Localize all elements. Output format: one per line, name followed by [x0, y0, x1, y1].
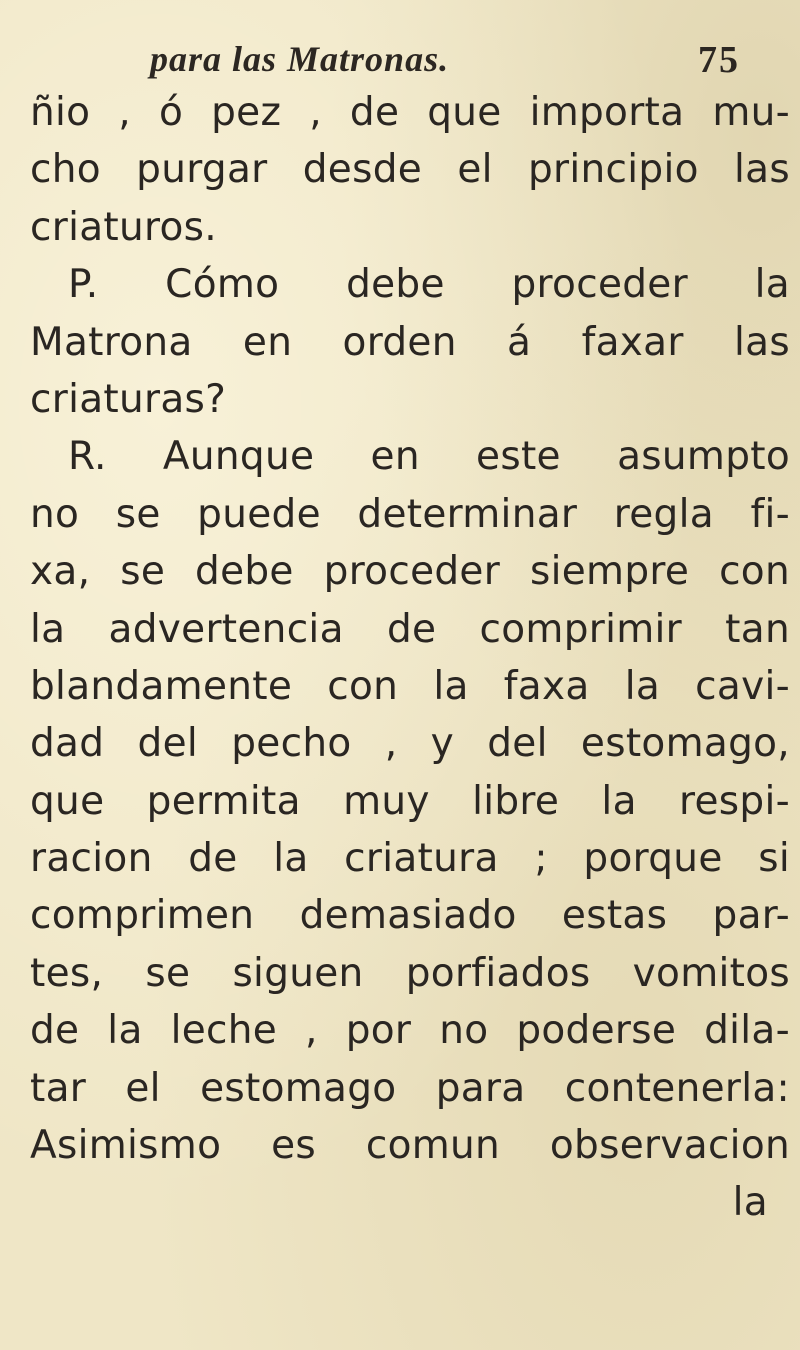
text-line: la advertencia de comprimir tan: [30, 606, 790, 652]
text-line: Asimismo es comun observacion: [30, 1123, 790, 1169]
running-head: [150, 38, 740, 86]
text-line: ñio , ó pez , de que importa mu-: [30, 90, 790, 135]
body-text: [30, 84, 790, 1232]
text-line: tar el estomago para contenerla:: [30, 1065, 790, 1111]
text-line: criaturos.: [30, 204, 217, 250]
text-line: no se puede determinar regla fi-: [30, 491, 790, 537]
text-line: racion de la criatura ; porque si: [30, 836, 790, 882]
text-line: P. Cómo debe proceder la: [68, 262, 790, 308]
text-line: cho purgar desde el principio las: [30, 147, 790, 193]
page-number: 75: [698, 39, 740, 81]
text-line: blandamente con la faxa la cavi-: [30, 663, 790, 709]
text-line: que permita muy libre la respi-: [30, 778, 790, 824]
text-line: R. Aunque en este asumpto: [68, 434, 790, 480]
running-title: para las Matronas.: [150, 39, 450, 79]
text-line: comprimen demasiado estas par-: [30, 893, 790, 939]
text-line: xa, se debe proceder siempre con: [30, 549, 790, 595]
text-line: dad del pecho , y del estomago,: [30, 721, 790, 767]
text-line: Matrona en orden á faxar las: [30, 319, 790, 365]
catchword: la: [732, 1180, 768, 1226]
text-line: tes, se siguen porfiados vomitos: [30, 950, 790, 996]
text-line: de la leche , por no poderse dila-: [30, 1008, 790, 1054]
text-line: criaturas?: [30, 376, 227, 422]
